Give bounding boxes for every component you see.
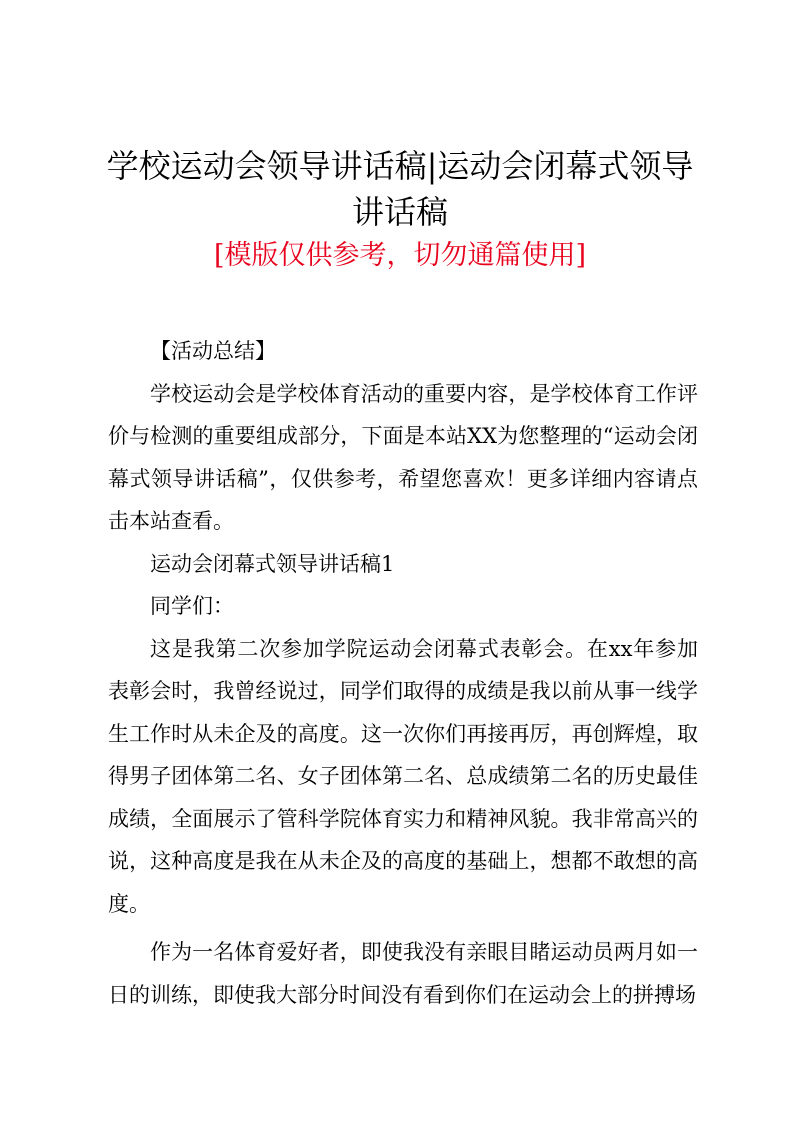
salutation: 同学们：: [150, 594, 234, 618]
section-heading: 【活动总结】: [150, 339, 276, 363]
body-paragraph: 作为一名体育爱好者，即使我没有亲眼目睹运动员两月如一日的训练，即使我大部分时间没有看到你们在运动会上的拼搏场: [108, 940, 698, 1007]
body-paragraph: 这是我第二次参加学院运动会闭幕式表彰会。在xx年参加表彰会时，我曾经说过，同学们取得的成绩是我以前从事一线学生工作时从未企及的高度。这一次你们再接再厉，再创辉煌，取得男子团体第二名、女子团体第二名、总成绩第二名的历史最佳成绩，全面展示了管科学院体育实力和精神风貌。我非常高兴的说，这种高度是我在从未企及的高度的基础上，想都不敢想的高度。: [108, 636, 698, 916]
intro-paragraph: 学校运动会是学校体育活动的重要内容，是学校体育工作评价与检测的重要组成部分，下面是本站XX为您整理的“运动会闭幕式领导讲话稿”，仅供参考，希望您喜欢！更多详细内容请点击本站查看。: [108, 381, 698, 533]
document-title: 学校运动会领导讲话稿|运动会闭幕式领导讲话稿: [106, 147, 694, 231]
document-body: [108, 330, 698, 1016]
template-notice: [模版仅供参考，切勿通篇使用]: [213, 240, 587, 271]
speech-heading: 运动会闭幕式领导讲话稿1: [150, 551, 395, 576]
